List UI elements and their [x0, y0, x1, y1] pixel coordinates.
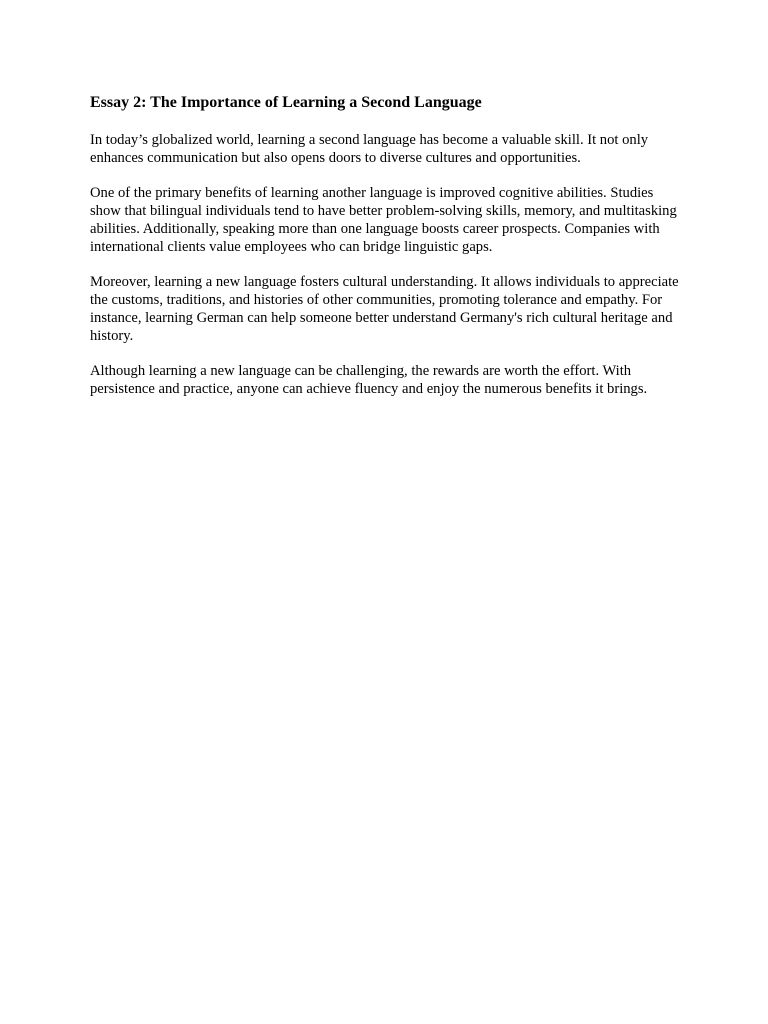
essay-title: Essay 2: The Importance of Learning a Second Language: [90, 94, 482, 111]
paragraph-intro: In today’s globalized world, learning a second language has become a valuable skill. It not only enhances communication but also opens doors to diverse cultures and opportunities.: [90, 132, 649, 166]
document-body: [90, 92, 680, 415]
paragraph-cultural-understanding: Moreover, learning a new language fosters cultural understanding. It allows individuals to appreciate the customs, traditions, and histories of other communities, promoting tolerance and empathy. For instance, learning German can help someone better understand Germany's rich cultural heritage and history.: [90, 274, 679, 344]
paragraph-conclusion: Although learning a new language can be challenging, the rewards are worth the effort. With persistence and practice, anyone can achieve fluency and enjoy the numerous benefits it brings.: [90, 363, 648, 397]
paragraph-cognitive-benefits: One of the primary benefits of learning another language is improved cognitive abilities. Studies show that bilingual individuals tend to have better problem-solving skills, memory, and multitasking abilities. Additionally, speaking more than one language boosts career prospects. Companies with international clients value employees who can bridge linguistic gaps.: [90, 185, 677, 255]
